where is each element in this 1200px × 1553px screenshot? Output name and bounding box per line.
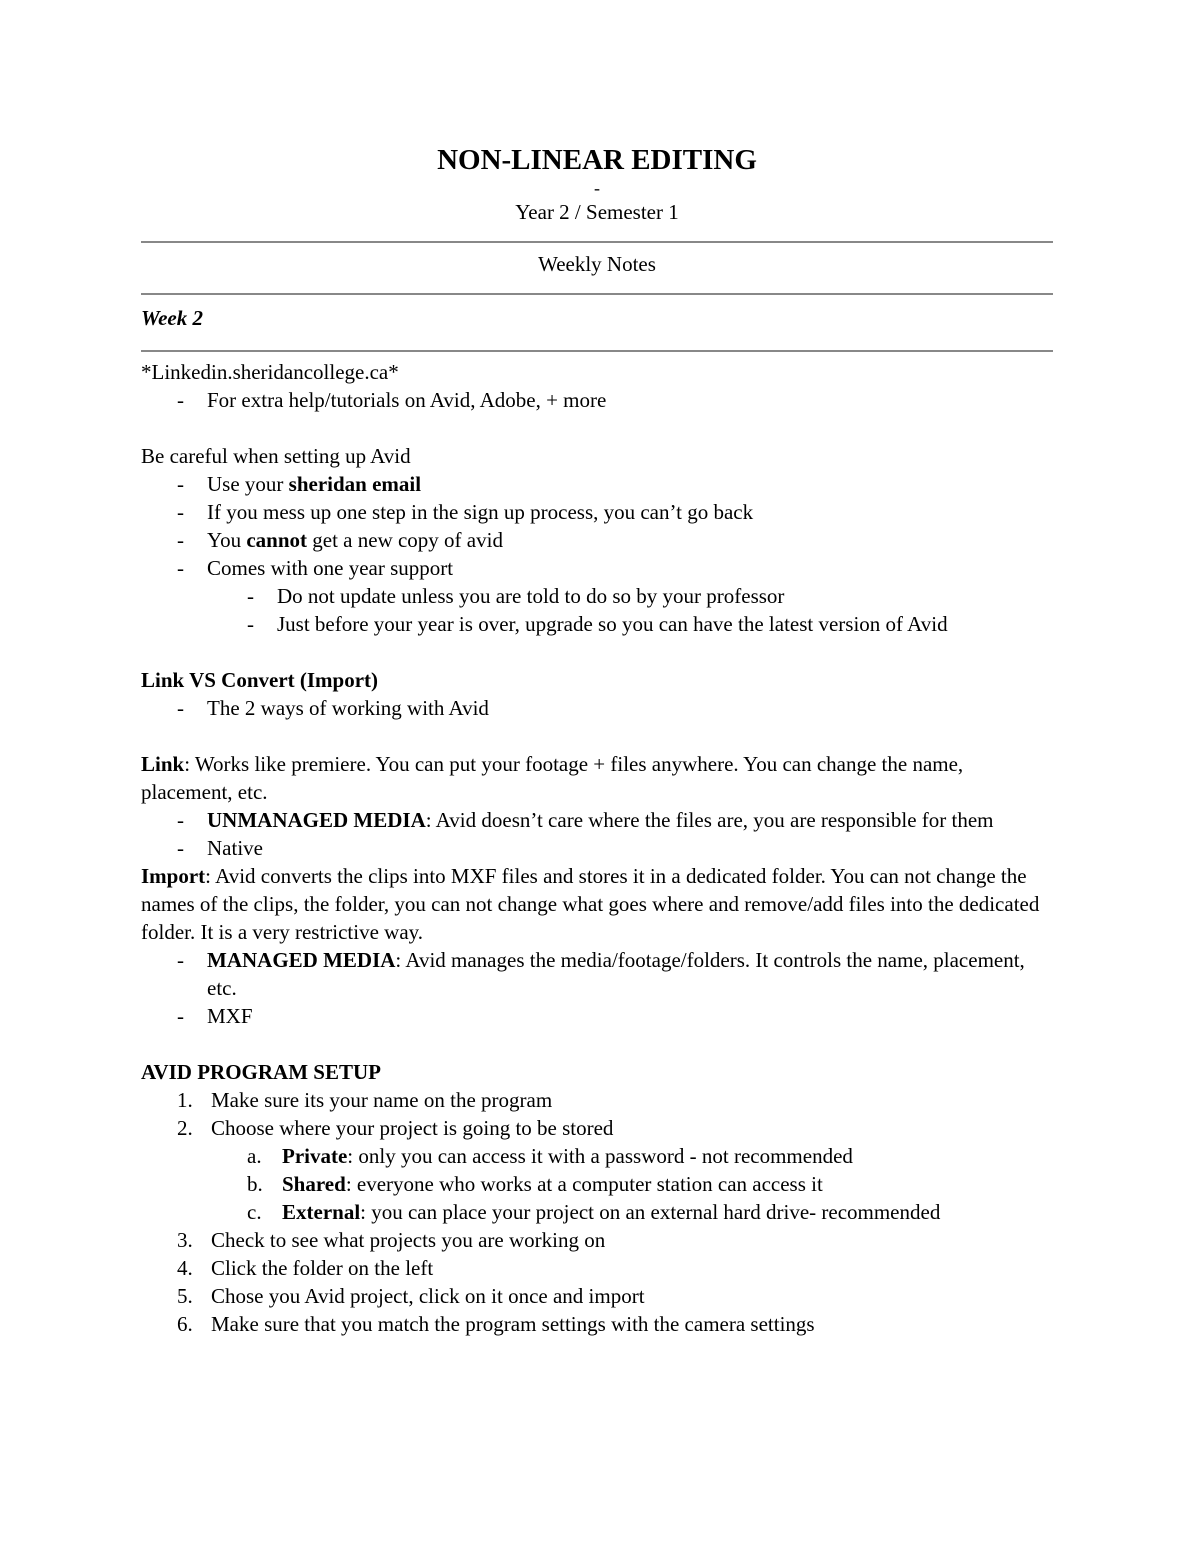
text-run: : Avid manages the media/footage/folders. It controls the name, placement, etc. [207,948,1025,1000]
list-item-text: Click the folder on the left [211,1256,434,1280]
text-run: get a new copy of avid [307,528,503,552]
text-run: : you can place your project on an external hard drive- recommended [360,1200,941,1224]
sub-list-item [141,610,1053,638]
horizontal-rule [141,350,1053,352]
spacer [141,638,1053,666]
week-heading: Week 2 [141,306,204,330]
list-item-text [207,470,1053,498]
list-item-text [207,946,1053,1002]
spacer [141,1030,1053,1058]
list-number: 6. [177,1312,193,1336]
list-item-text: The 2 ways of working with Avid [207,696,489,720]
numbered-item [141,1310,1053,1338]
linkvs-heading [141,666,1053,694]
list-item [141,498,1053,526]
list-item-text [282,1170,1053,1198]
bullet-dash: - [177,472,184,496]
bold-text: Shared [282,1172,346,1196]
document-title: NON-LINEAR EDITING [437,144,757,176]
bullet-dash: - [177,388,184,412]
bullet-dash: - [177,948,184,972]
list-letter: a. [247,1144,262,1168]
list-item-text: Make sure its your name on the program [211,1088,553,1112]
section-title: Weekly Notes [538,252,656,276]
list-letter: b. [247,1172,263,1196]
text-run: : Avid converts the clips into MXF files and stores it in a dedicated folder. You can not change the names of the clips, the folder, you can not change what goes where and remove/add files into the dedicated folder. It is a very restrictive way. [141,864,1040,944]
list-item [141,470,1053,498]
import-paragraph [141,862,1053,946]
spacer [141,414,1053,442]
document-subtitle: Year 2 / Semester 1 [515,200,679,224]
list-item [141,1002,1053,1030]
lettered-item [141,1142,1053,1170]
list-item-text: If you mess up one step in the sign up process, you can’t go back [207,500,754,524]
list-item [141,526,1053,554]
list-item-text: Make sure that you match the program settings with the camera settings [211,1312,815,1336]
list-item [141,386,1053,414]
link-reference: *Linkedin.sheridancollege.ca* [141,360,399,384]
list-number: 5. [177,1284,193,1308]
list-item-text: Native [207,836,263,860]
bullet-dash: - [247,584,254,608]
document-content [141,140,1053,1338]
list-number: 4. [177,1256,193,1280]
lettered-item [141,1198,1053,1226]
list-item-text: Do not update unless you are told to do so by your professor [277,584,785,608]
bullet-dash: - [177,500,184,524]
bold-text: UNMANAGED MEDIA [207,808,426,832]
bold-text: External [282,1200,361,1224]
list-item-text: For extra help/tutorials on Avid, Adobe, + more [207,388,607,412]
spacer [141,722,1053,750]
list-item [141,834,1053,862]
bold-text: cannot [246,528,308,552]
bullet-dash: - [177,556,184,580]
bold-text: Private [282,1144,348,1168]
numbered-item [141,1114,1053,1142]
list-item-text: MXF [207,1004,253,1028]
bold-text: Link VS Convert (Import) [141,668,379,692]
bold-text: AVID PROGRAM SETUP [141,1060,381,1084]
bold-text: Link [141,752,185,776]
numbered-item [141,1254,1053,1282]
list-item-text: Check to see what projects you are working on [211,1228,606,1252]
bold-text: Import [141,864,206,888]
horizontal-rule [141,293,1053,295]
bullet-dash: - [177,836,184,860]
list-item-text [282,1142,1053,1170]
setup-heading [141,1058,1053,1086]
bullet-dash: - [177,808,184,832]
lettered-item [141,1170,1053,1198]
list-number: 3. [177,1228,193,1252]
careful-heading: Be careful when setting up Avid [141,444,411,468]
list-item-text [207,806,1053,834]
bullet-dash: - [177,696,184,720]
list-item-text: Chose you Avid project, click on it once and import [211,1284,645,1308]
list-item [141,946,1053,1002]
link-paragraph [141,750,1053,806]
text-run: : Avid doesn’t care where the files are, you are responsible for them [425,808,994,832]
text-run: : Works like premiere. You can put your footage + files anywhere. You can change the name, placement, etc. [141,752,964,804]
list-item [141,806,1053,834]
list-number: 1. [177,1088,193,1112]
text-run: You [207,528,247,552]
title-dash: - [594,178,600,198]
horizontal-rule [141,241,1053,243]
list-item-text: Comes with one year support [207,556,454,580]
bullet-dash: - [177,1004,184,1028]
text-run: Use your [207,472,289,496]
list-item-text [207,526,1053,554]
list-item-text: Choose where your project is going to be stored [211,1116,614,1140]
list-number: 2. [177,1116,193,1140]
numbered-item [141,1226,1053,1254]
list-item-text: Just before your year is over, upgrade so you can have the latest version of Avid [277,612,948,636]
list-item-text [282,1198,1053,1226]
bold-text: MANAGED MEDIA [207,948,396,972]
list-item [141,694,1053,722]
list-item [141,554,1053,582]
text-run: : everyone who works at a computer station can access it [345,1172,823,1196]
bullet-dash: - [177,528,184,552]
text-run: : only you can access it with a password - not recommended [347,1144,853,1168]
numbered-item [141,1282,1053,1310]
bold-text: sheridan email [288,472,422,496]
bullet-dash: - [247,612,254,636]
numbered-item [141,1086,1053,1114]
sub-list-item [141,582,1053,610]
list-letter: c. [247,1200,262,1224]
